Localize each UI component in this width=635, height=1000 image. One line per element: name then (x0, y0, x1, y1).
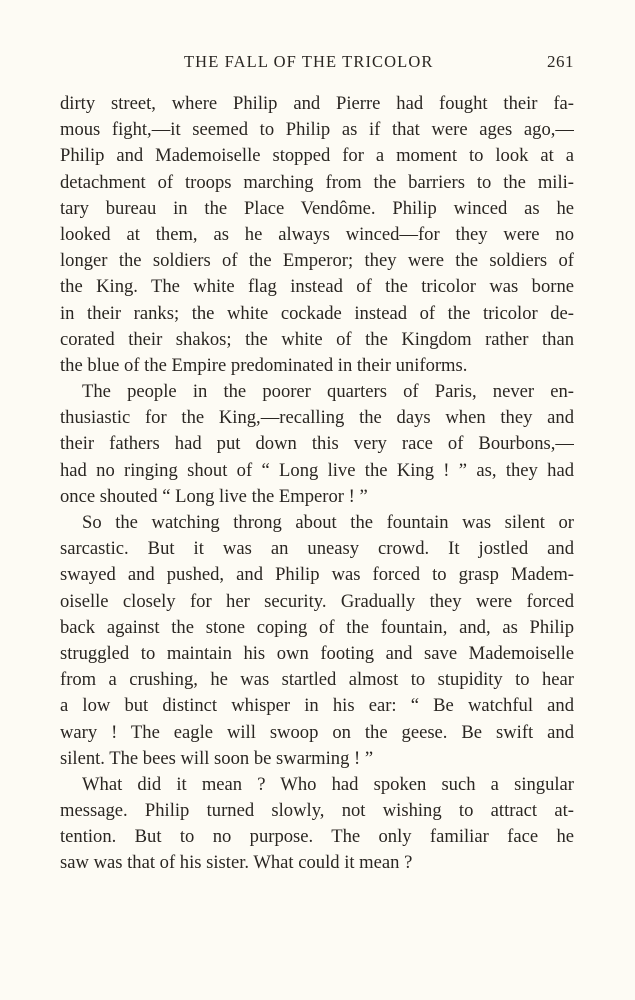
text-line: wary ! The eagle will swoop on the geese. Be swift and (60, 721, 574, 743)
text-line: sarcastic. But it was an uneasy crowd. It jostled and (60, 538, 574, 560)
text-line: silent. The bees will soon be swarming ! ” (60, 747, 374, 769)
body-text (60, 91, 574, 877)
text-line: in their ranks; the white cockade instead of the tricolor de- (60, 302, 574, 324)
text-line: once shouted “ Long live the Emperor ! ” (60, 485, 368, 507)
text-line: The people in the poorer quarters of Paris, never en- (82, 381, 574, 403)
page-header (60, 52, 574, 74)
text-line: detachment of troops marching from the barriers to the mili- (60, 171, 574, 193)
text-line: tary bureau in the Place Vendôme. Philip winced as he (60, 197, 574, 219)
text-line: swayed and pushed, and Philip was forced to grasp Madem- (60, 564, 574, 586)
text-line: saw was that of his sister. What could it mean ? (60, 852, 413, 874)
text-line: a low but distinct whisper in his ear: “ Be watchful and (60, 695, 574, 717)
text-line: longer the soldiers of the Emperor; they were the soldiers of (60, 250, 574, 272)
text-line: struggled to maintain his own footing and save Mademoiselle (60, 642, 574, 664)
page-number: 261 (547, 52, 574, 71)
text-line: message. Philip turned slowly, not wishing to attract at- (60, 800, 574, 822)
text-line: from a crushing, he was startled almost to stupidity to hear (60, 669, 574, 691)
running-head: THE FALL OF THE TRICOLOR (184, 52, 434, 71)
text-line: back against the stone coping of the fountain, and, as Philip (60, 616, 574, 638)
text-line: thusiastic for the King,—recalling the days when they and (60, 407, 574, 429)
text-line: oiselle closely for her security. Gradually they were forced (60, 590, 574, 612)
text-line: their fathers had put down this very race of Bourbons,— (60, 433, 574, 455)
text-line: tention. But to no purpose. The only familiar face he (60, 826, 574, 848)
text-line: dirty street, where Philip and Pierre had fought their fa- (60, 93, 574, 114)
text-line: had no ringing shout of “ Long live the King ! ” as, they had (60, 459, 574, 481)
text-line: So the watching throng about the fountain was silent or (82, 512, 574, 533)
text-line: corated their shakos; the white of the Kingdom rather than (60, 328, 574, 350)
text-line: the blue of the Empire predominated in their uniforms. (60, 354, 468, 376)
text-line: Philip and Mademoiselle stopped for a moment to look at a (60, 145, 574, 167)
text-line: What did it mean ? Who had spoken such a singular (82, 773, 574, 795)
text-line: the King. The white flag instead of the tricolor was borne (60, 276, 574, 298)
text-line: looked at them, as he always winced—for they were no (60, 223, 574, 245)
text-line: mous fight,—it seemed to Philip as if that were ages ago,— (60, 119, 574, 141)
